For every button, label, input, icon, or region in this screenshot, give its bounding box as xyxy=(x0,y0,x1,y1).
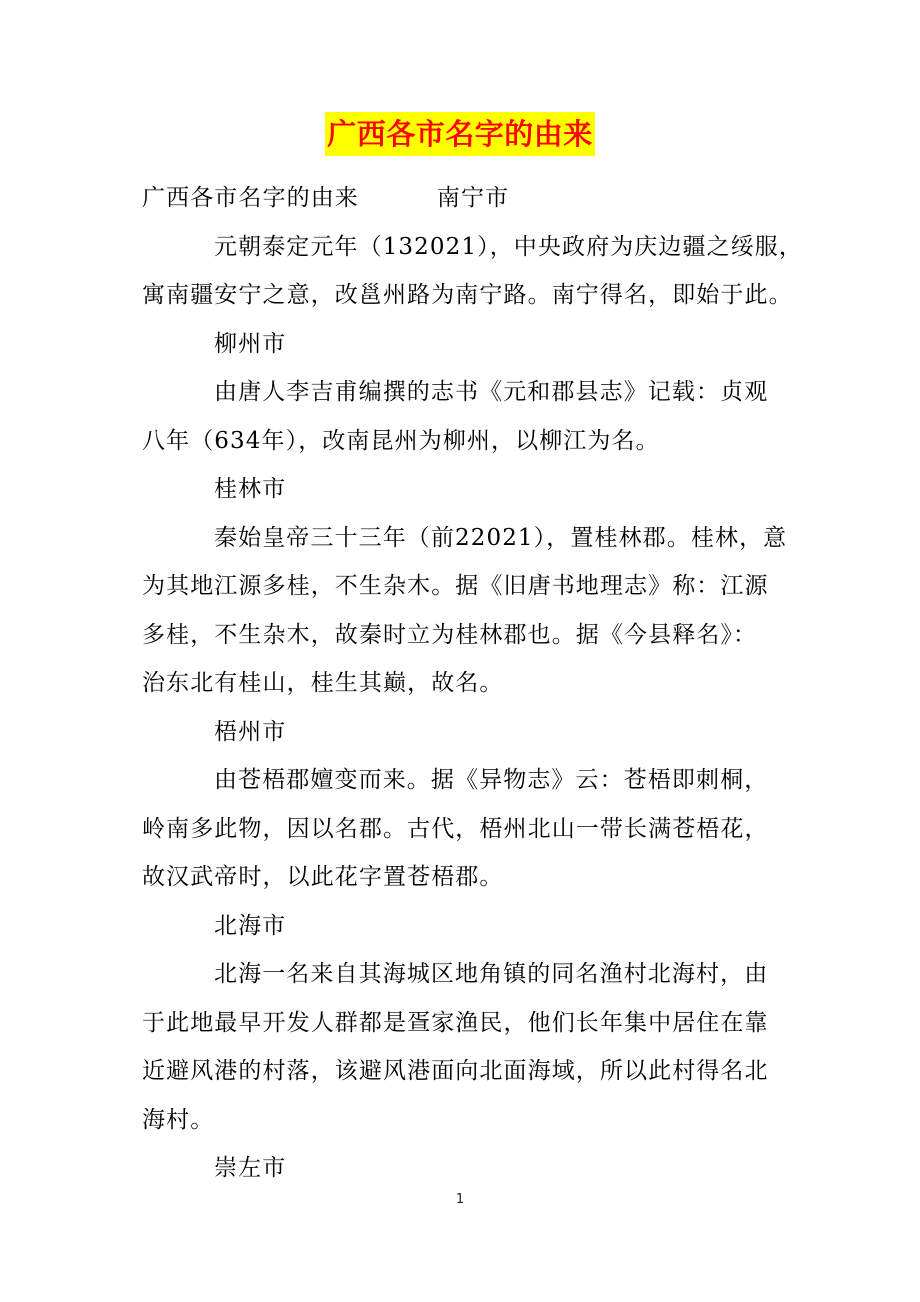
text-line: 柳州市 xyxy=(214,330,287,357)
text-line: 于此地最早开发人群都是疍家渔民，他们长年集中居住在靠 xyxy=(142,1009,769,1036)
text-line: 北海一名来自其海城区地角镇的同名渔村北海村，由 xyxy=(214,961,769,987)
text-line: 北海市 xyxy=(214,912,287,939)
text-line: 元朝泰定元年（132021），中央政府为庆边疆之绥服， xyxy=(214,233,803,260)
text-line: 梧州市 xyxy=(214,718,287,745)
text-line: 岭南多此物，因以名郡。古代，梧州北山一带长满苍梧花， xyxy=(142,815,769,842)
text-line: 治东北有桂山，桂生其巅，故名。 xyxy=(142,670,504,696)
text-line: 海村。 xyxy=(142,1106,215,1133)
text-line: 多桂，不生杂木，故秦时立为桂林郡也。据《今县释名》： xyxy=(142,621,758,648)
document-title: 广西各市名字的由来 xyxy=(325,112,595,156)
text-line: 为其地江源多桂，不生杂木。据《旧唐书地理志》称：江源 xyxy=(142,573,769,599)
text-line: 近避风港的村落，该避风港面向北面海域，所以此村得名北 xyxy=(142,1058,769,1084)
intro-section-heading: 南宁市 xyxy=(436,185,510,211)
title-container xyxy=(0,112,920,156)
text-line: 由唐人李吉甫编撰的志书《元和郡县志》记载：贞观 xyxy=(214,379,769,405)
page-number: 1 xyxy=(455,1192,465,1207)
text-line: 桂林市 xyxy=(214,476,287,502)
text-line: 寓南疆安宁之意，改邕州路为南宁路。南宁得名，即始于此。 xyxy=(142,282,793,308)
intro-line xyxy=(142,174,792,223)
text-line: 八年（634年），改南昆州为柳州，以柳江为名。 xyxy=(142,427,660,454)
text-line: 秦始皇帝三十三年（前22021），置桂林郡。桂林，意 xyxy=(214,524,788,551)
text-line: 崇左市 xyxy=(214,1155,287,1181)
intro-title: 广西各市名字的由来 xyxy=(142,185,359,211)
text-line: 由苍梧郡嬗变而来。据《异物志》云：苍梧即刺桐， xyxy=(214,767,769,793)
text-line: 故汉武帝时，以此花字置苍梧郡。 xyxy=(142,864,504,890)
document-body xyxy=(142,174,803,1193)
